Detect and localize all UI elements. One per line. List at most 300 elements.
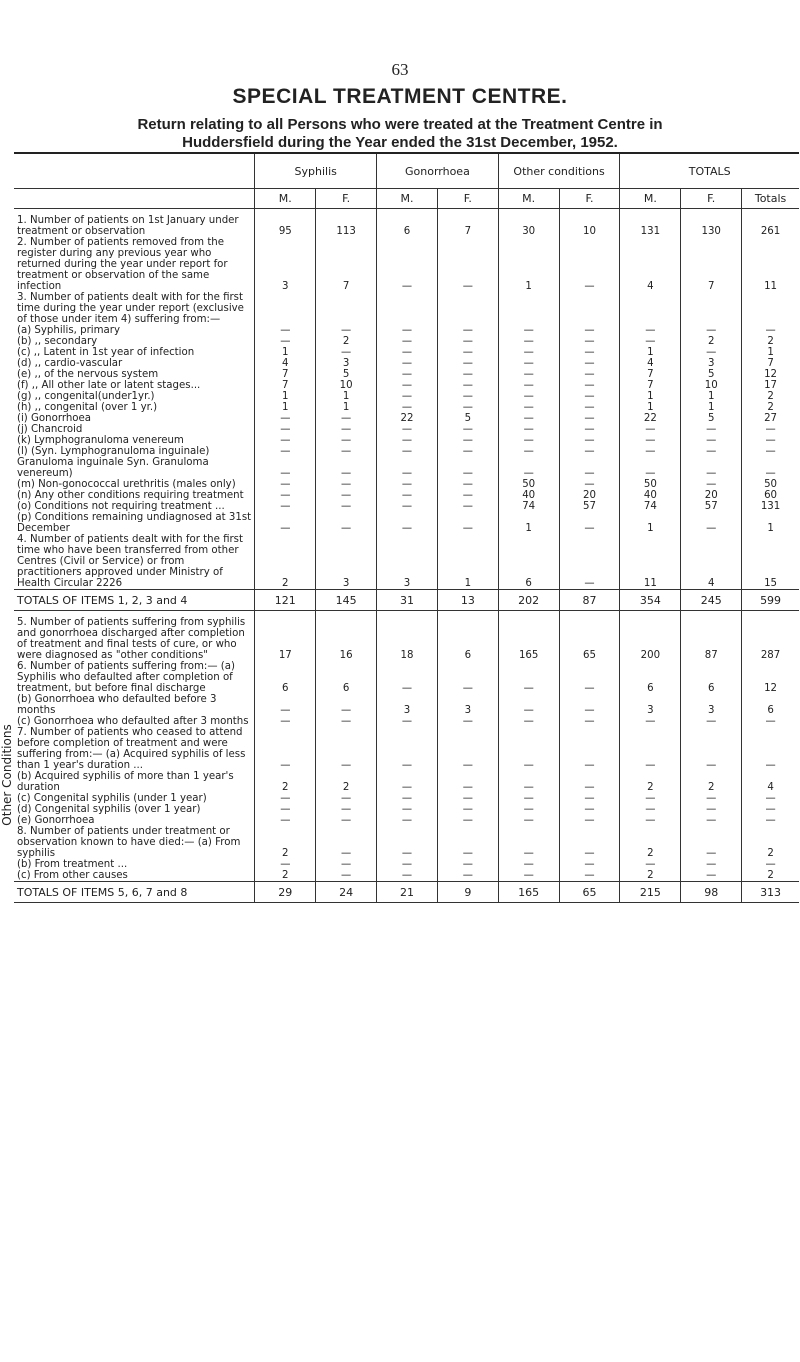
- table-cell: 3: [681, 358, 742, 369]
- row-label: (l) (Syn. Lymphogranuloma inguinale): [17, 446, 210, 457]
- subtitle-line-2: Huddersfield during the Year ended the 31st December, 1952.: [182, 134, 618, 151]
- table-cell: —: [498, 694, 559, 716]
- table-cell: —: [559, 870, 620, 882]
- table-cell: —: [742, 457, 799, 479]
- table-cell: —: [559, 661, 620, 694]
- table-cell: —: [742, 424, 799, 435]
- table-row: [14, 771, 799, 793]
- table-row: [14, 694, 799, 716]
- table-cell: 2: [255, 870, 316, 882]
- row-label: (o) Conditions not requiring treatment ...: [17, 501, 225, 512]
- table-cell: —: [742, 804, 799, 815]
- table-row: [14, 446, 799, 457]
- table-cell: —: [437, 815, 498, 826]
- table-cell: —: [377, 716, 438, 727]
- table-cell: —: [681, 347, 742, 358]
- row-label: (m) Non-gonococcal urethritis (males only): [17, 479, 236, 490]
- table-cell: 74: [620, 501, 681, 512]
- row-label: (i) Gonorrhoea: [17, 413, 92, 424]
- table-cell: —: [316, 793, 377, 804]
- table-cell: 87: [681, 611, 742, 662]
- table-cell: —: [559, 457, 620, 479]
- table-cell: —: [681, 435, 742, 446]
- table-cell: 2: [742, 870, 799, 882]
- table-cell: 1: [742, 512, 799, 534]
- table-cell: —: [377, 804, 438, 815]
- table-cell: 2: [620, 870, 681, 882]
- table-cell: —: [377, 369, 438, 380]
- table-cell: —: [498, 435, 559, 446]
- table-row: [14, 413, 799, 424]
- table-cell: 74: [498, 501, 559, 512]
- table-cell: 6: [377, 209, 438, 238]
- table-cell: —: [316, 694, 377, 716]
- table-cell: —: [620, 435, 681, 446]
- table-cell: —: [377, 336, 438, 347]
- table-cell: —: [316, 716, 377, 727]
- page-title: SPECIAL TREATMENT CENTRE.: [232, 85, 568, 108]
- table-cell: —: [437, 771, 498, 793]
- table-cell: —: [255, 325, 316, 336]
- table-cell: 6: [255, 661, 316, 694]
- table-row: [14, 826, 799, 859]
- table-cell: —: [377, 501, 438, 512]
- col-oth-m: M.: [498, 189, 559, 209]
- table-cell: —: [742, 859, 799, 870]
- table-cell: 6: [742, 694, 799, 716]
- table-cell: —: [316, 501, 377, 512]
- table-cell: —: [377, 771, 438, 793]
- table-cell: —: [559, 347, 620, 358]
- table-cell: —: [437, 479, 498, 490]
- row-label: (n) Any other conditions requiring treatment: [17, 490, 244, 501]
- table-cell: —: [498, 815, 559, 826]
- table-cell: —: [437, 501, 498, 512]
- table-cell: —: [437, 347, 498, 358]
- table-cell: —: [559, 424, 620, 435]
- table-cell: 261: [742, 209, 799, 238]
- table-cell: —: [559, 435, 620, 446]
- table-cell: 1: [742, 347, 799, 358]
- table-cell: —: [377, 490, 438, 501]
- table-cell: 1: [681, 402, 742, 413]
- row-label: (b) ,, secondary: [17, 336, 98, 347]
- table-row: [14, 347, 799, 358]
- table-cell: 3: [255, 237, 316, 292]
- table-cell: 10: [681, 380, 742, 391]
- table-cell: —: [681, 479, 742, 490]
- table-cell: 5: [681, 369, 742, 380]
- row-label: (b) Gonorrhoea who defaulted before 3 months: [17, 694, 217, 716]
- table-cell: —: [559, 391, 620, 402]
- table-cell: —: [559, 826, 620, 859]
- row-label: (b) Acquired syphilis of more than 1 year's duration: [17, 771, 234, 793]
- table-cell: 2: [742, 336, 799, 347]
- table-cell: [559, 292, 620, 325]
- table-row: [14, 859, 799, 870]
- table-cell: 1: [316, 391, 377, 402]
- table-cell: —: [437, 826, 498, 859]
- table-cell: —: [255, 435, 316, 446]
- table-cell: 2: [255, 771, 316, 793]
- table-cell: 2: [620, 826, 681, 859]
- table-cell: —: [681, 826, 742, 859]
- table-cell: 1: [255, 347, 316, 358]
- table-cell: 5: [437, 413, 498, 424]
- table-cell: [742, 292, 799, 325]
- table-cell: —: [255, 859, 316, 870]
- table-cell: 10: [316, 380, 377, 391]
- col-syph-f: F.: [316, 189, 377, 209]
- table-cell: 57: [681, 501, 742, 512]
- table-cell: —: [377, 479, 438, 490]
- table-cell: 7: [255, 380, 316, 391]
- table-cell: —: [316, 490, 377, 501]
- table-cell: —: [437, 435, 498, 446]
- table-cell: —: [437, 391, 498, 402]
- table-cell: —: [316, 727, 377, 771]
- table-cell: —: [620, 804, 681, 815]
- table-cell: —: [498, 402, 559, 413]
- row-label: (c) From other causes: [17, 870, 128, 881]
- table-cell: —: [316, 325, 377, 336]
- table-cell: —: [681, 727, 742, 771]
- col-gon-m: M.: [377, 189, 438, 209]
- table-cell: —: [377, 402, 438, 413]
- table-cell: 2: [316, 336, 377, 347]
- table-cell: —: [681, 870, 742, 882]
- table-cell: —: [316, 479, 377, 490]
- table-cell: 1: [681, 391, 742, 402]
- row-label: (f) ,, All other late or latent stages...: [17, 380, 201, 391]
- table-row: [14, 292, 799, 325]
- table-cell: —: [437, 424, 498, 435]
- table-cell: —: [255, 793, 316, 804]
- table-cell: 1: [498, 512, 559, 534]
- table-row: [14, 611, 799, 662]
- table-row: [14, 727, 799, 771]
- table-row: [14, 435, 799, 446]
- table-cell: —: [316, 446, 377, 457]
- table-cell: 131: [620, 209, 681, 238]
- table-cell: —: [316, 804, 377, 815]
- table-cell: 1: [620, 512, 681, 534]
- table-cell: —: [559, 727, 620, 771]
- row-label: (d) Congenital syphilis (over 1 year): [17, 804, 201, 815]
- row-label: 1. Number of patients on 1st January under treatment or observation: [17, 215, 239, 237]
- row-label: 7. Number of patients who ceased to attend before completion of treatment and were suffering from:— (a) Acquired syphilis of less than 1 year's duration ...: [17, 727, 246, 771]
- totals-row-items-5-8: TOTALS OF ITEMS 5, 6, 7 and 8 29 24 21 9 165 65 215 98 313: [14, 882, 799, 903]
- table-cell: —: [377, 237, 438, 292]
- table-cell: 200: [620, 611, 681, 662]
- table-cell: 1: [620, 347, 681, 358]
- table-cell: —: [316, 859, 377, 870]
- table-cell: 40: [498, 490, 559, 501]
- table-cell: —: [377, 512, 438, 534]
- table-row: [14, 369, 799, 380]
- header-totals: TOTALS: [620, 153, 799, 189]
- table-cell: —: [437, 457, 498, 479]
- table-row: [14, 793, 799, 804]
- table-cell: 7: [437, 209, 498, 238]
- table-cell: —: [498, 380, 559, 391]
- table-cell: —: [437, 336, 498, 347]
- table-row: [14, 336, 799, 347]
- table-cell: —: [498, 424, 559, 435]
- table-row: [14, 358, 799, 369]
- table-cell: —: [316, 870, 377, 882]
- table-cell: —: [255, 413, 316, 424]
- table-cell: 3: [437, 694, 498, 716]
- table-cell: —: [559, 446, 620, 457]
- table-cell: 3: [377, 534, 438, 590]
- table-cell: —: [681, 446, 742, 457]
- table-cell: 50: [498, 479, 559, 490]
- table-cell: —: [377, 815, 438, 826]
- table-cell: —: [377, 457, 438, 479]
- table-cell: —: [498, 457, 559, 479]
- table-cell: 131: [742, 501, 799, 512]
- table-cell: 4: [255, 358, 316, 369]
- table-cell: —: [377, 859, 438, 870]
- table-row: [14, 716, 799, 727]
- table-cell: —: [437, 793, 498, 804]
- table-cell: 7: [316, 237, 377, 292]
- table-cell: —: [498, 369, 559, 380]
- table-cell: —: [681, 815, 742, 826]
- table-cell: —: [377, 870, 438, 882]
- table-cell: —: [620, 859, 681, 870]
- table-cell: 5: [316, 369, 377, 380]
- table-cell: 15: [742, 534, 799, 590]
- row-label: (a) Syphilis, primary: [17, 325, 120, 336]
- table-cell: —: [437, 716, 498, 727]
- table-cell: 2: [742, 826, 799, 859]
- table-cell: 7: [620, 369, 681, 380]
- row-label: (b) From treatment ...: [17, 859, 128, 870]
- table-cell: —: [620, 424, 681, 435]
- table-cell: —: [437, 325, 498, 336]
- table-cell: —: [498, 870, 559, 882]
- subtitle-line-1: Return relating to all Persons who were treated at the Treatment Centre in: [137, 116, 663, 133]
- table-cell: 6: [620, 661, 681, 694]
- table-cell: —: [255, 457, 316, 479]
- table-cell: —: [498, 391, 559, 402]
- table-cell: —: [437, 804, 498, 815]
- col-gon-f: F.: [437, 189, 498, 209]
- table-cell: 40: [620, 490, 681, 501]
- table-cell: —: [377, 347, 438, 358]
- table-cell: —: [681, 859, 742, 870]
- table-cell: —: [559, 771, 620, 793]
- table-cell: —: [559, 237, 620, 292]
- table-cell: —: [620, 457, 681, 479]
- table-cell: —: [681, 325, 742, 336]
- table-row: [14, 424, 799, 435]
- table-cell: —: [316, 424, 377, 435]
- row-label: 8. Number of patients under treatment or observation known to have died:— (a) From syphilis: [17, 826, 241, 859]
- table-cell: 3: [316, 534, 377, 590]
- table-cell: —: [498, 336, 559, 347]
- table-cell: —: [437, 402, 498, 413]
- table-cell: —: [255, 727, 316, 771]
- table-cell: —: [255, 716, 316, 727]
- table-cell: 4: [742, 771, 799, 793]
- table-cell: 16: [316, 611, 377, 662]
- table-cell: [377, 292, 438, 325]
- table-cell: [316, 292, 377, 325]
- table-cell: —: [559, 534, 620, 590]
- table-cell: —: [681, 804, 742, 815]
- table-cell: —: [681, 512, 742, 534]
- table-cell: —: [498, 727, 559, 771]
- table-cell: —: [316, 435, 377, 446]
- table-cell: 11: [742, 237, 799, 292]
- table-row: [14, 479, 799, 490]
- table-cell: 1: [498, 237, 559, 292]
- table-cell: —: [620, 815, 681, 826]
- table-row: [14, 815, 799, 826]
- table-cell: 2: [681, 771, 742, 793]
- row-label: Granuloma inguinale Syn. Granuloma venereum): [17, 457, 209, 479]
- table-row: [14, 661, 799, 694]
- table-cell: 5: [681, 413, 742, 424]
- table-row: [14, 209, 799, 238]
- totals-row-items-1-4: TOTALS OF ITEMS 1, 2, 3 and 4 121 145 31 13 202 87 354 245 599: [14, 590, 799, 611]
- table-cell: —: [255, 512, 316, 534]
- table-cell: —: [437, 512, 498, 534]
- table-cell: 2: [255, 534, 316, 590]
- table-cell: —: [559, 479, 620, 490]
- table-cell: —: [742, 815, 799, 826]
- table-cell: 30: [498, 209, 559, 238]
- table-cell: —: [742, 727, 799, 771]
- table-cell: 22: [377, 413, 438, 424]
- table-cell: 50: [620, 479, 681, 490]
- table-cell: —: [437, 446, 498, 457]
- table-cell: —: [255, 501, 316, 512]
- table-row: [14, 512, 799, 534]
- table-cell: —: [377, 661, 438, 694]
- table-cell: 57: [559, 501, 620, 512]
- table-cell: —: [437, 358, 498, 369]
- table-cell: —: [559, 380, 620, 391]
- table-cell: —: [681, 424, 742, 435]
- table-cell: —: [255, 490, 316, 501]
- table-cell: —: [498, 826, 559, 859]
- table-cell: —: [316, 457, 377, 479]
- table-cell: —: [377, 325, 438, 336]
- table-cell: —: [377, 446, 438, 457]
- table-cell: —: [620, 336, 681, 347]
- table-cell: 6: [498, 534, 559, 590]
- table-cell: 2: [316, 771, 377, 793]
- table-cell: 65: [559, 611, 620, 662]
- table-cell: 2: [742, 391, 799, 402]
- row-label: 3. Number of patients dealt with for the first time during the year under report (exclusive of those under item 4) suffering from:—: [17, 292, 244, 325]
- table-cell: 2: [742, 402, 799, 413]
- row-label: (e) ,, of the nervous system: [17, 369, 159, 380]
- row-label: (c) Gonorrhoea who defaulted after 3 months: [17, 716, 249, 727]
- table-cell: 1: [255, 391, 316, 402]
- table-cell: —: [620, 716, 681, 727]
- table-cell: 3: [681, 694, 742, 716]
- table-cell: 2: [681, 336, 742, 347]
- table-cell: —: [498, 347, 559, 358]
- table-cell: —: [377, 826, 438, 859]
- table-cell: —: [498, 859, 559, 870]
- table-cell: —: [377, 391, 438, 402]
- table-row: [14, 534, 799, 590]
- table-cell: —: [498, 793, 559, 804]
- table-row: [14, 402, 799, 413]
- table-cell: —: [742, 435, 799, 446]
- table-cell: —: [498, 661, 559, 694]
- table-cell: —: [255, 694, 316, 716]
- table-cell: 1: [316, 402, 377, 413]
- table-cell: —: [437, 380, 498, 391]
- row-label: (g) ,, congenital(under1yr.): [17, 391, 155, 402]
- table-cell: 6: [316, 661, 377, 694]
- table-cell: —: [377, 435, 438, 446]
- table-row: [14, 490, 799, 501]
- table-cell: —: [742, 446, 799, 457]
- table-cell: —: [498, 716, 559, 727]
- table-cell: —: [498, 446, 559, 457]
- table-cell: 95: [255, 209, 316, 238]
- table-cell: —: [316, 512, 377, 534]
- table-row: [14, 457, 799, 479]
- table-cell: 4: [620, 237, 681, 292]
- table-cell: —: [742, 793, 799, 804]
- table-cell: —: [620, 793, 681, 804]
- table-cell: 287: [742, 611, 799, 662]
- table-cell: —: [316, 826, 377, 859]
- table-cell: 12: [742, 369, 799, 380]
- table-cell: 18: [377, 611, 438, 662]
- table-cell: 3: [620, 694, 681, 716]
- table-cell: —: [559, 358, 620, 369]
- table-row: [14, 870, 799, 882]
- col-syph-m: M.: [255, 189, 316, 209]
- table-cell: —: [377, 380, 438, 391]
- row-label: (p) Conditions remaining undiagnosed at 31st December: [17, 512, 252, 534]
- table-cell: —: [559, 815, 620, 826]
- table-cell: —: [437, 870, 498, 882]
- table-cell: [255, 292, 316, 325]
- table-cell: —: [559, 694, 620, 716]
- table-cell: 113: [316, 209, 377, 238]
- table-cell: —: [559, 512, 620, 534]
- table-cell: 4: [681, 534, 742, 590]
- row-label: (h) ,, congenital (over 1 yr.): [17, 402, 158, 413]
- side-label-other-conditions: Other Conditions: [0, 724, 14, 826]
- table-cell: —: [498, 413, 559, 424]
- table-cell: —: [559, 716, 620, 727]
- table-cell: —: [681, 457, 742, 479]
- table-cell: 27: [742, 413, 799, 424]
- table-cell: 2: [620, 771, 681, 793]
- table-cell: —: [316, 347, 377, 358]
- header-other-conditions: Other conditions: [498, 153, 620, 189]
- table-cell: —: [681, 793, 742, 804]
- table-cell: —: [437, 661, 498, 694]
- table-cell: —: [255, 336, 316, 347]
- col-tot-m: M.: [620, 189, 681, 209]
- row-label: (c) Congenital syphilis (under 1 year): [17, 793, 207, 804]
- table-cell: 3: [377, 694, 438, 716]
- table-cell: 20: [559, 490, 620, 501]
